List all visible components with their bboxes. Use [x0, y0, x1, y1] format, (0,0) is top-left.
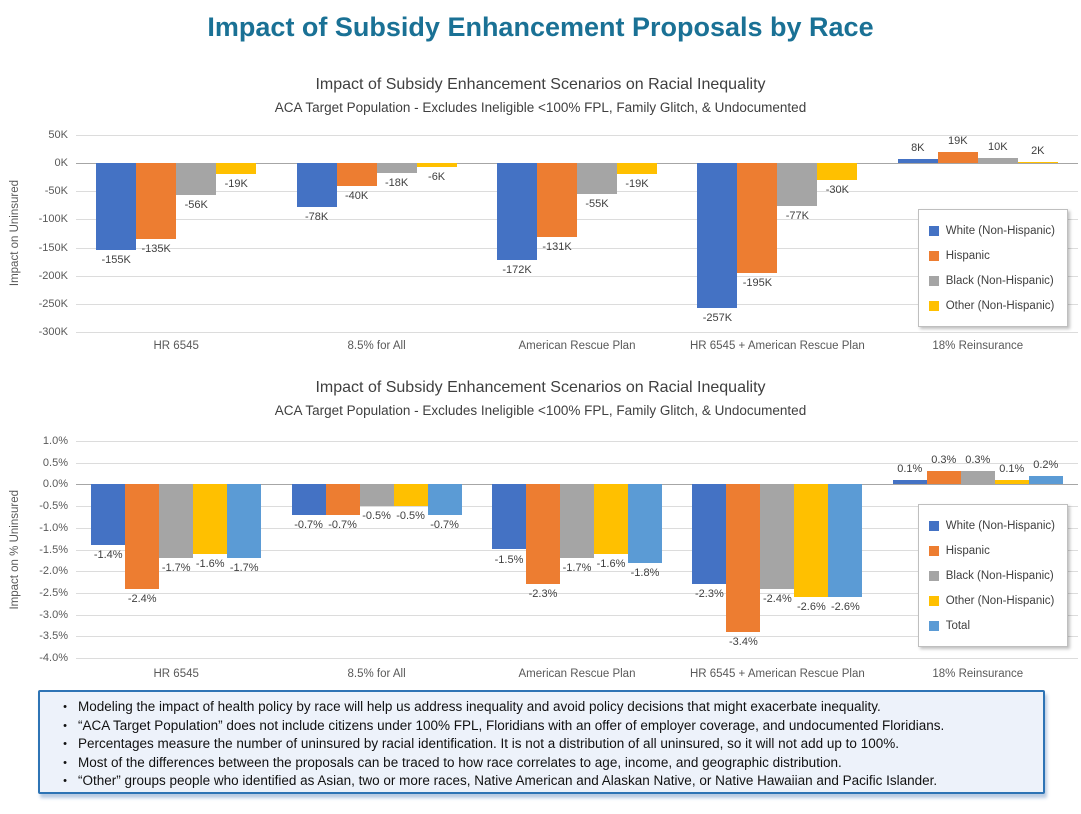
bar — [560, 484, 594, 558]
legend-swatch-icon — [929, 276, 939, 286]
legend-swatch-icon — [929, 546, 939, 556]
x-category-label: 8.5% for All — [347, 668, 406, 680]
note-item — [52, 698, 1033, 717]
legend-item — [929, 613, 1055, 638]
bar-value-label: -195K — [742, 276, 773, 289]
chart2-subtitle: ACA Target Population - Excludes Ineligible <100% FPL, Family Glitch, & Undocumented — [274, 403, 807, 418]
y-tick-label: -100K — [38, 213, 68, 226]
bar-value-label: -155K — [101, 254, 131, 267]
chart1-subtitle: ACA Target Population - Excludes Ineligible <100% FPL, Family Glitch, & Undocumented — [274, 100, 807, 115]
bar — [817, 163, 857, 180]
bar — [1018, 162, 1058, 163]
chart2-plot-area — [39, 435, 1078, 664]
bar — [692, 484, 726, 584]
note-text: “Other” groups people who identified as Asian, two or more races, Native American and Alaskan Native, or Native Hawaiian and Pacific Islander. — [78, 773, 938, 789]
legend-swatch-icon — [929, 596, 939, 606]
y-tick-label: 0K — [54, 157, 68, 170]
x-category-label: HR 6545 — [153, 340, 199, 352]
bar-value-label: -56K — [184, 198, 208, 211]
bar-value-label: -1.8% — [630, 566, 660, 579]
bar — [726, 484, 760, 632]
chart2-y-axis-title-text: Impact on % Uninsured — [9, 489, 21, 610]
chart1-y-axis-title-text: Impact on Uninsured — [9, 180, 21, 287]
bar-value-label: -1.6% — [195, 557, 225, 570]
y-tick-label: 50K — [48, 129, 68, 141]
bar — [1029, 476, 1063, 485]
bar — [594, 484, 628, 553]
y-tick-label: -1.0% — [39, 521, 68, 534]
bar — [617, 163, 657, 174]
legend-item — [929, 563, 1055, 588]
note-item — [52, 772, 1033, 791]
bar-value-label: -2.3% — [528, 588, 558, 601]
bar-value-label: -0.7% — [294, 518, 323, 531]
bar-value-label: -1.7% — [229, 562, 259, 575]
bullet-icon: • — [63, 756, 67, 769]
y-tick-label: -50K — [44, 185, 68, 198]
legend-swatch-icon — [929, 226, 939, 236]
legend-swatch-icon — [929, 571, 939, 581]
gridline — [76, 658, 1078, 659]
bar-value-label: -55K — [585, 198, 609, 211]
bar-value-label: -2.4% — [763, 592, 792, 605]
bar-value-label: -131K — [542, 240, 572, 253]
bar — [216, 163, 256, 174]
legend-item — [929, 218, 1055, 243]
bar-value-label: -78K — [304, 211, 329, 224]
x-category-label: American Rescue Plan — [518, 340, 636, 352]
note-text: Percentages measure the number of uninsured by racial identification. It is not a distribution of all uninsured, so it will not add up to 100%. — [78, 736, 899, 752]
bar — [96, 163, 136, 250]
legend-label: White (Non-Hispanic) — [945, 224, 1055, 237]
legend-item — [929, 268, 1055, 293]
legend-label: Hispanic — [945, 249, 990, 262]
legend-label: Hispanic — [945, 544, 990, 557]
bullet-icon: • — [63, 701, 67, 713]
legend-label: Other (Non-Hispanic) — [945, 594, 1055, 607]
bar-value-label: 0.1% — [999, 463, 1025, 476]
bullet-icon: • — [63, 738, 67, 751]
bar — [394, 484, 428, 506]
gridline — [76, 441, 1078, 442]
bar — [828, 484, 862, 597]
legend-item — [929, 513, 1055, 538]
legend-swatch-icon — [929, 521, 939, 531]
bullet-icon: • — [63, 775, 67, 788]
note-text: Modeling the impact of health policy by race will help us address inequality and avoid policy decisions that might exacerbate inequality. — [78, 699, 881, 714]
bar-value-label: -0.5% — [396, 510, 425, 523]
legend-swatch-icon — [929, 621, 939, 631]
y-tick-label: -2.5% — [39, 586, 68, 599]
y-tick-label: 0.0% — [42, 478, 68, 491]
x-category-label: HR 6545 — [153, 668, 199, 680]
bar-value-label: -1.6% — [596, 557, 626, 570]
y-tick-label: 0.5% — [42, 456, 68, 469]
chart2-title: Impact of Subsidy Enhancement Scenarios on Racial Inequality — [315, 379, 766, 396]
bar — [794, 484, 828, 597]
bar-value-label: -2.6% — [797, 601, 826, 614]
bar-value-label: -30K — [825, 184, 850, 197]
bar-value-label: 19K — [948, 135, 968, 148]
chart1-y-axis-title — [6, 135, 24, 332]
gridline — [76, 332, 1078, 333]
x-category-label: 8.5% for All — [347, 340, 406, 352]
notes-box — [38, 690, 1045, 794]
bar-value-label: 0.1% — [897, 463, 923, 476]
chart2-y-axis-title — [6, 441, 24, 658]
bar — [898, 159, 938, 164]
bar — [159, 484, 193, 558]
bar-value-label: 0.2% — [1033, 458, 1059, 471]
legend-swatch-icon — [929, 301, 939, 311]
bar — [193, 484, 227, 553]
y-tick-label: 1.0% — [42, 435, 68, 447]
bar — [227, 484, 261, 558]
y-tick-label: -300K — [38, 326, 68, 338]
legend — [918, 209, 1068, 327]
bar — [91, 484, 125, 545]
bar-value-label: 8K — [911, 141, 925, 154]
bar-value-label: 0.3% — [965, 454, 991, 467]
bar-value-label: -1.5% — [494, 553, 524, 566]
bar-value-label: -40K — [344, 189, 369, 202]
y-tick-label: -150K — [38, 241, 68, 254]
note-text: Most of the differences between the proposals can be traced to how race correlates to age, income, and geographic distribution. — [78, 754, 842, 770]
note-item — [52, 735, 1033, 754]
bar-value-label: -18K — [384, 177, 409, 190]
bar — [760, 484, 794, 588]
bar-value-label: -3.4% — [729, 635, 758, 648]
bar — [360, 484, 394, 506]
note-item — [52, 754, 1033, 773]
y-tick-label: -0.5% — [39, 500, 68, 513]
bar — [628, 484, 662, 562]
bar — [292, 484, 326, 514]
bar-value-label: -0.5% — [362, 510, 391, 523]
page-title: Impact of Subsidy Enhancement Proposals by Race — [207, 12, 874, 42]
bar-value-label: -19K — [625, 177, 649, 190]
bar — [492, 484, 526, 549]
bar — [927, 471, 961, 484]
bar-value-label: 2K — [1031, 145, 1045, 158]
bar-value-label: -6K — [428, 170, 446, 183]
bar-value-label: -1.7% — [562, 562, 592, 575]
bar-value-label: -19K — [224, 177, 248, 190]
bar-value-label: -77K — [785, 210, 810, 223]
bar — [978, 158, 1018, 164]
bar-value-label: -2.4% — [127, 592, 157, 605]
legend-label: Total — [945, 619, 971, 632]
y-tick-label: -3.0% — [39, 608, 68, 621]
legend-swatch-icon — [929, 251, 939, 261]
bar — [417, 163, 457, 166]
legend-label: Black (Non-Hispanic) — [945, 274, 1054, 287]
y-tick-label: -200K — [38, 269, 68, 282]
bullet-icon: • — [63, 719, 67, 732]
bar — [938, 152, 978, 163]
x-category-label: 18% Reinsurance — [932, 668, 1024, 680]
chart1-title: Impact of Subsidy Enhancement Scenarios on Racial Inequality — [315, 76, 766, 93]
bar-value-label: -0.7% — [430, 518, 459, 531]
notes-list — [52, 698, 1033, 791]
bar — [893, 480, 927, 484]
y-tick-label: -3.5% — [39, 630, 68, 643]
legend-label: White (Non-Hispanic) — [945, 519, 1055, 532]
y-tick-label: -4.0% — [39, 652, 68, 664]
legend-item — [929, 538, 1055, 563]
legend-label: Other (Non-Hispanic) — [945, 299, 1055, 312]
chart1-category-axis — [76, 340, 1078, 356]
note-item — [52, 717, 1033, 736]
bar-value-label: 0.3% — [931, 454, 957, 467]
chart2-category-axis — [76, 668, 1078, 684]
chart1-plot-area — [38, 129, 1078, 338]
bar-value-label: -172K — [502, 263, 532, 276]
bar-value-label: -1.7% — [161, 562, 191, 575]
legend-item — [929, 293, 1055, 318]
bar-value-label: -135K — [141, 243, 171, 256]
y-tick-label: -2.0% — [39, 565, 68, 578]
legend-label: Black (Non-Hispanic) — [945, 569, 1054, 582]
bar — [428, 484, 462, 514]
x-category-label: American Rescue Plan — [518, 668, 636, 680]
legend — [918, 504, 1068, 647]
bar — [995, 480, 1029, 484]
x-category-label: HR 6545 + American Rescue Plan — [689, 668, 865, 680]
bar-value-label: 10K — [988, 140, 1008, 153]
bar-value-label: -257K — [702, 311, 733, 324]
y-tick-label: -250K — [38, 297, 68, 310]
x-category-label: HR 6545 + American Rescue Plan — [689, 340, 865, 352]
note-text: “ACA Target Population” does not include citizens under 100% FPL, Floridians with an offer of employer coverage, and undocumented Floridians. — [78, 717, 945, 733]
legend-item — [929, 588, 1055, 613]
bar-value-label: -2.3% — [695, 588, 724, 601]
bar-value-label: -2.6% — [831, 601, 860, 614]
y-tick-label: -1.5% — [39, 543, 68, 556]
bar-value-label: -0.7% — [328, 518, 357, 531]
x-category-label: 18% Reinsurance — [932, 340, 1024, 352]
legend-item — [929, 243, 1055, 268]
bar-value-label: -1.4% — [93, 549, 123, 562]
